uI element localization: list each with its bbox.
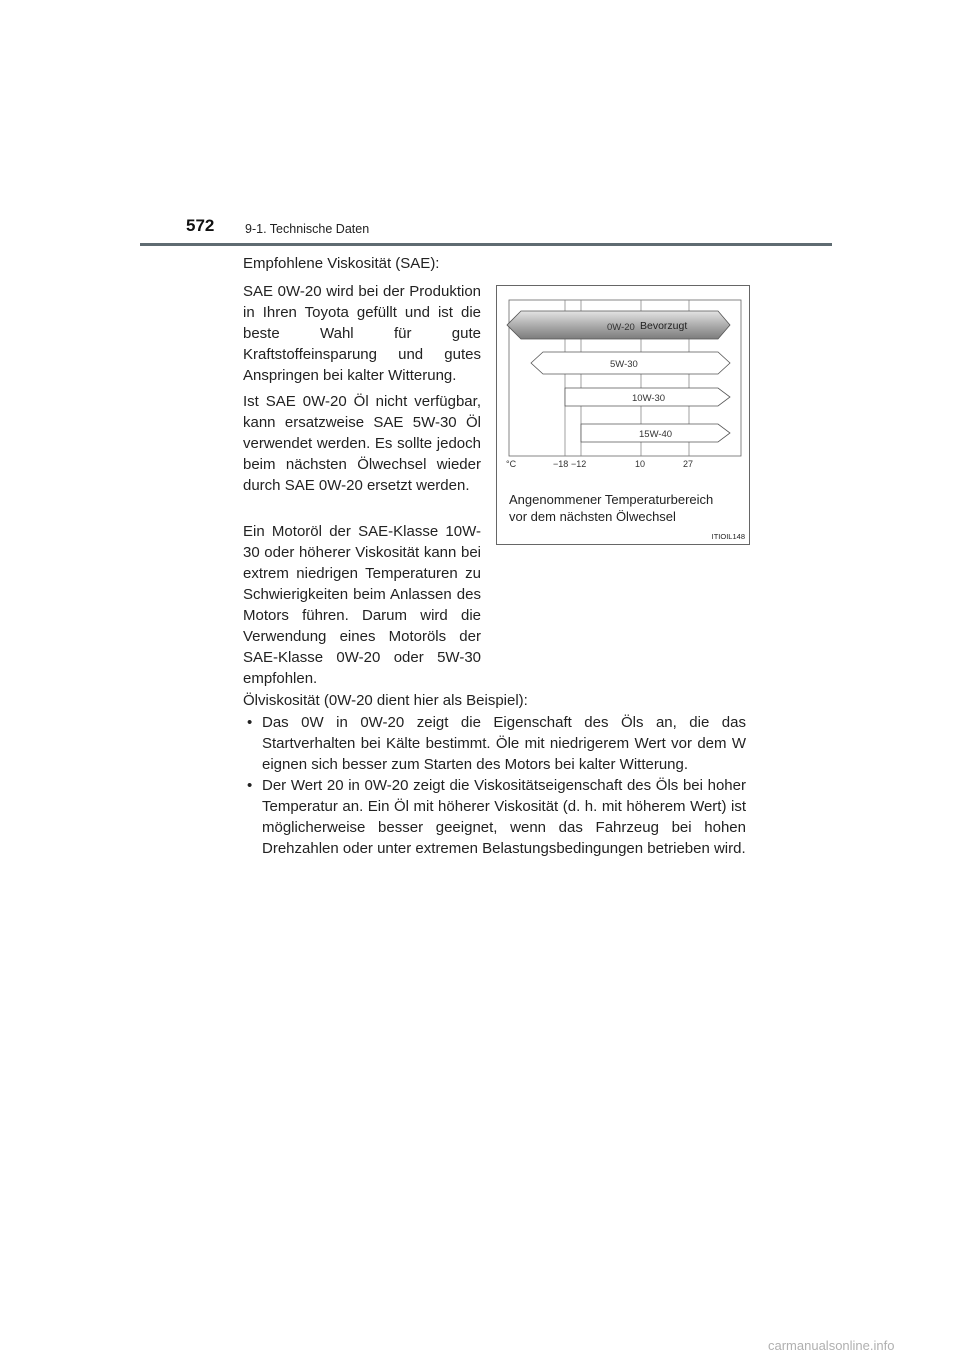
figure-code: ITIOIL148 [711,532,745,541]
viscosity-bullet-list [243,712,746,859]
bullet-icon: • [247,714,253,731]
list-item [243,775,746,859]
intro-heading: Empfohlene Viskosität (SAE): [243,255,440,272]
tick-label-minus-12: −12 [571,459,587,469]
axis-unit-label: °C [506,459,517,469]
bullet-icon: • [247,777,253,794]
figure-caption-line1: Angenommener Temperaturbereich [509,492,714,507]
paragraph-factory-fill: SAE 0W-20 wird bei der Produktion in Ihren Toyota gefüllt und ist die beste Wahl für gute Kraftstoffeinsparung und gutes Anspringen bei kalter Witterung. [243,283,481,384]
bullet-text: Das 0W in 0W-20 zeigt die Eigenschaft des Öls an, die das Startverhalten bei Kälte bestimmt. Öle mit niedrigerem Wert vor dem W eignen sich besser zum Starten des Motors bei kalter Witterung. [262,714,746,773]
paragraph-substitute-oil: Ist SAE 0W-20 Öl nicht verfügbar, kann ersatzweise SAE 5W-30 Öl verwendet werden. Es sollte jedoch beim nächsten Ölwechsel wieder durch SAE 0W-20 ersetzt werden. [243,393,481,494]
header-rule [140,243,832,246]
bullet-text: Der Wert 20 in 0W-20 zeigt die Viskositätseigenschaft des Öls bei hoher Temperatur an. Ein Öl mit höherer Viskosität (d. h. mit höherem Wert) ist möglicherweise besser geeignet, wenn das Fahrzeug bei hohen Drehzahlen oder unter extremen Belastungsbedingungen betrieben wird. [262,777,746,857]
paragraph-high-viscosity-warning: Ein Motoröl der SAE-Klasse 10W-30 oder höherer Viskosität kann bei extrem niedrigen Temperaturen zu Schwierigkeiten beim Anlassen des Motors führen. Darum wird die Verwendung eines Motoröls der SAE-Klasse 0W-20 oder 5W-30 empfohlen. [243,523,481,687]
bar-label-5w-30: 5W-30 [610,359,638,370]
figure-caption-line2: vor dem nächsten Ölwechsel [509,509,676,524]
page-number: 572 [186,216,215,235]
list-item [243,712,746,775]
tick-label-10: 10 [635,459,646,469]
bar-label-0w-20: 0W-20 [607,322,635,333]
watermark: carmanualsonline.info [768,1338,895,1353]
section-title: 9-1. Technische Daten [245,222,370,236]
viscosity-temperature-figure [496,285,750,545]
bar-label-15w-40: 15W-40 [639,429,673,440]
bar-label-10w-30: 10W-30 [632,393,666,404]
bar-label-preferred: Bevorzugt [640,320,688,332]
tick-label-minus-18: −18 [553,459,569,469]
tick-label-27: 27 [683,459,694,469]
viscosity-heading: Ölviskosität (0W-20 dient hier als Beispiel): [243,692,528,709]
figure-caption [509,491,713,525]
